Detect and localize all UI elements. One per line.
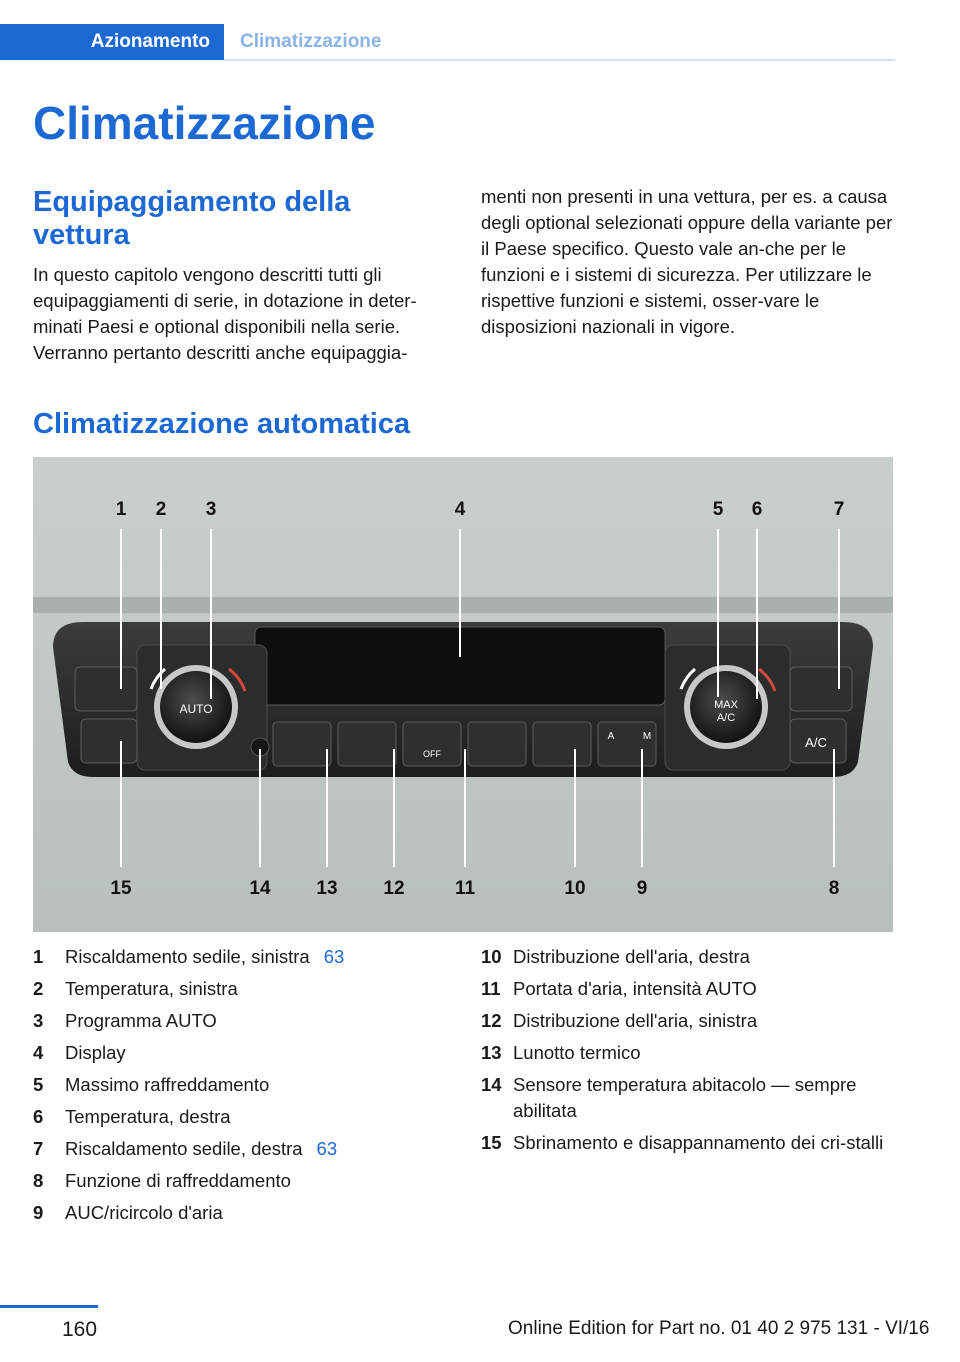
recirculation-button <box>598 722 656 766</box>
seat-heat-right-button <box>790 667 852 711</box>
legend-item: 9 AUC/ricircolo d'aria <box>33 1202 223 1223</box>
callout-12: 12 <box>383 878 405 899</box>
page-ref-link[interactable]: 63 <box>316 1138 338 1159</box>
section-title-equipaggiamento: Equipaggiamento della vettura <box>33 186 351 251</box>
callout-13: 13 <box>316 878 338 899</box>
legend-item: 11 Portata d'aria, intensità AUTO <box>481 978 757 999</box>
callout-7: 7 <box>833 499 845 520</box>
page-ref-link[interactable]: 63 <box>323 946 345 967</box>
paragraph-right: menti non presenti in una vettura, per es. a causa degli optional selezionati oppure della variante per il Paese specifico. Questo vale an‐che per le funzioni e i sistemi di sicurezza. Per utilizzare le rispettive funzioni e sistemi, osser‐vare le disposizioni nazionali in vigore. <box>481 186 893 337</box>
legend-item: 1 Riscaldamento sedile, sinistra 63 <box>33 946 345 967</box>
air-distribution-right-button <box>533 722 591 766</box>
tab-azionamento[interactable]: Azionamento <box>0 24 224 60</box>
air-distribution-left-button <box>338 722 396 766</box>
svg-text:OFF: OFF <box>423 749 441 759</box>
legend-item: 3 Programma AUTO <box>33 1010 217 1031</box>
legend-item: 15 Sbrinamento e disappannamento dei cri‐stalli <box>481 1132 884 1153</box>
legend-item: 14 Sensore temperatura abitacolo — sempre abilitata <box>481 1074 857 1121</box>
page-title: Climatizzazione <box>33 97 376 149</box>
edition-note: Online Edition for Part no. 01 40 2 975 131 - VI/16 <box>508 1318 930 1339</box>
svg-text:A/C: A/C <box>805 735 827 750</box>
section-title-climatizzazione-automatica: Climatizzazione automatica <box>33 408 411 440</box>
callout-3: 3 <box>205 499 217 520</box>
legend-left <box>33 944 453 1232</box>
legend-item: 2 Temperatura, sinistra <box>33 978 238 999</box>
legend-item: 13 Lunotto termico <box>481 1042 641 1063</box>
callout-1: 1 <box>115 499 127 520</box>
svg-text:A/C: A/C <box>716 712 736 724</box>
paragraph-left: In questo capitolo vengono descritti tutti gli equipaggiamenti di serie, in dotazione in deter‐minati Paesi e optional disponibili nella serie. Verranno pertanto descritti anche equipaggia‐ <box>33 264 417 363</box>
auto-button-label: AUTO <box>179 702 213 716</box>
svg-text:M: M <box>642 731 652 742</box>
footer-accent-line <box>0 1305 98 1308</box>
callout-5: 5 <box>712 499 724 520</box>
fan-intensity-button <box>468 722 526 766</box>
legend-right <box>481 944 901 1162</box>
climate-panel-figure <box>33 457 893 932</box>
seat-heat-left-button <box>75 667 137 711</box>
callout-8: 8 <box>828 878 840 899</box>
callout-15: 15 <box>110 878 132 899</box>
legend-item: 4 Display <box>33 1042 126 1063</box>
header-tabs <box>0 24 895 62</box>
tab-divider <box>224 59 895 61</box>
tab-climatizzazione[interactable]: Climatizzazione <box>240 31 382 52</box>
svg-text:MAX: MAX <box>714 699 738 711</box>
callout-6: 6 <box>751 499 763 520</box>
legend-item: 12 Distribuzione dell'aria, sinistra <box>481 1010 758 1031</box>
legend-item: 6 Temperatura, destra <box>33 1106 231 1127</box>
legend-item: 10 Distribuzione dell'aria, destra <box>481 946 750 967</box>
legend-item: 5 Massimo raffreddamento <box>33 1074 270 1095</box>
callout-4: 4 <box>454 499 466 520</box>
defrost-button <box>81 719 137 763</box>
callout-10: 10 <box>564 878 586 899</box>
legend-item: 7 Riscaldamento sedile, destra 63 <box>33 1138 338 1159</box>
page-number: 160 <box>62 1318 98 1341</box>
svg-text:A: A <box>607 731 615 742</box>
rear-window-button <box>273 722 331 766</box>
callout-9: 9 <box>636 878 648 899</box>
callout-14: 14 <box>249 878 271 899</box>
legend-item: 8 Funzione di raffreddamento <box>33 1170 291 1191</box>
callout-11: 11 <box>454 878 476 899</box>
callout-2: 2 <box>155 499 167 520</box>
fan-off-button <box>403 722 461 766</box>
